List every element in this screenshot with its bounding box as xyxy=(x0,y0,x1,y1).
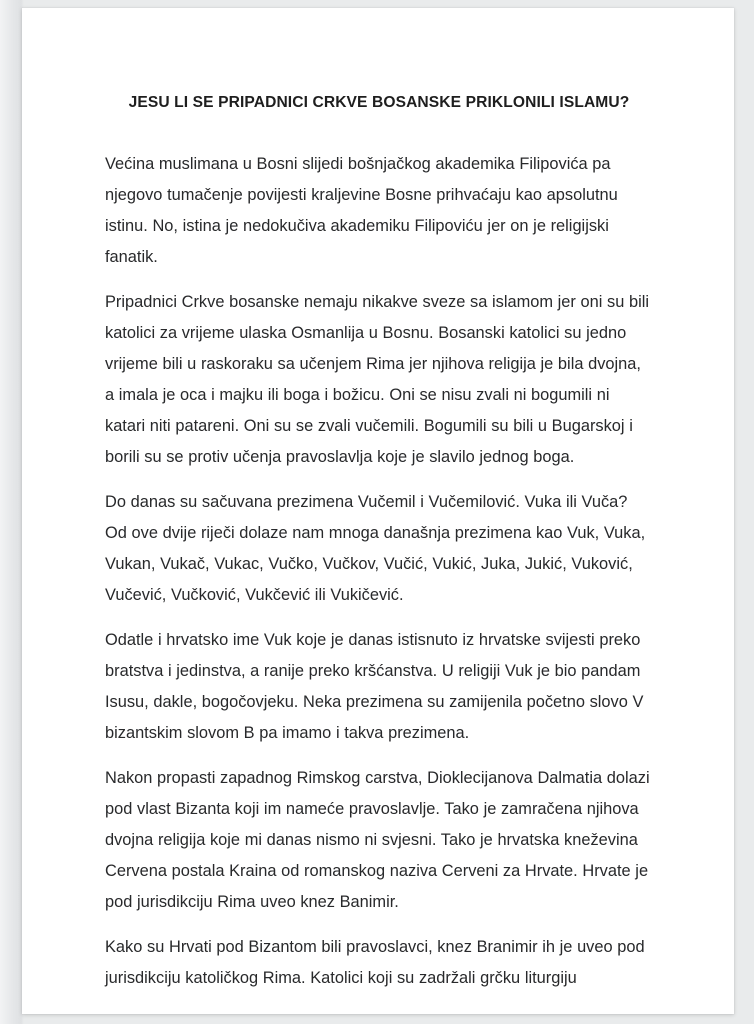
paragraph: Do danas su sačuvana prezimena Vučemil i Vučemilović. Vuka ili Vuča? Od ove dvije riječi dolaze nam mnoga današnja prezimena kao Vuk, Vuka, Vukan, Vukač, Vukac, Vučko, Vučkov, Vučić, Vukić, Juka, Jukić, Vuković, Vučević, Vučković, Vukčević ili Vukičević. xyxy=(105,493,646,605)
paragraph: Većina muslimana u Bosni slijedi bošnjačkog akademika Filipovića pa njegovo tumačenje povijesti kraljevine Bosne prihvaćaju kao apsolutnu istinu. No, istina je nedokučiva akademiku Filipoviću jer on je religijski fanatik. xyxy=(105,155,618,267)
document-title: JESU LI SE PRIPADNICI CRKVE BOSANSKE PRIKLONILI ISLAMU? xyxy=(128,94,630,111)
document-page xyxy=(22,8,734,1014)
paragraph: Odatle i hrvatsko ime Vuk koje je danas istisnuto iz hrvatske svijesti preko bratstva i jedinstva, a ranije preko kršćanstva. U religiji Vuk je bio pandam Isusu, dakle, bogočovjeku. Neka prezimena su zamijenila početno slovo V bizantskim slovom B pa imamo i takva prezimena. xyxy=(105,631,644,743)
document-body xyxy=(105,8,653,994)
paragraph: Pripadnici Crkve bosanske nemaju nikakve sveze sa islamom jer oni su bili katolici za vrijeme ulaska Osmanlija u Bosnu. Bosanski katolici su jedno vrijeme bili u raskoraku sa učenjem Rima jer njihova religija je bila dvojna, a imala je oca i majku ili boga i božicu. Oni se nisu zvali ni bogumili ni katari niti patareni. Oni su se zvali vučemili. Bogumili su bili u Bugarskoj i borili su se protiv učenja pravoslavlja koje je slavilo jednog boga. xyxy=(105,293,650,467)
document-paragraphs xyxy=(105,149,653,994)
paragraph: Nakon propasti zapadnog Rimskog carstva, Dioklecijanova Dalmatia dolazi pod vlast Bizanta koji im nameće pravoslavlje. Tako je zamračena njihova dvojna religija koje mi danas nismo ni svjesni. Tako je hrvatska kneževina Cervena postala Kraina od romanskog naziva Cerveni za Hrvate. Hrvate je pod jurisdikciju Rima uveo knez Banimir. xyxy=(105,769,650,912)
paragraph: Kako su Hrvati pod Bizantom bili pravoslavci, knez Branimir ih je uveo pod jurisdikciju katoličkog Rima. Katolici koji su zadržali grčku liturgiju xyxy=(105,938,645,988)
